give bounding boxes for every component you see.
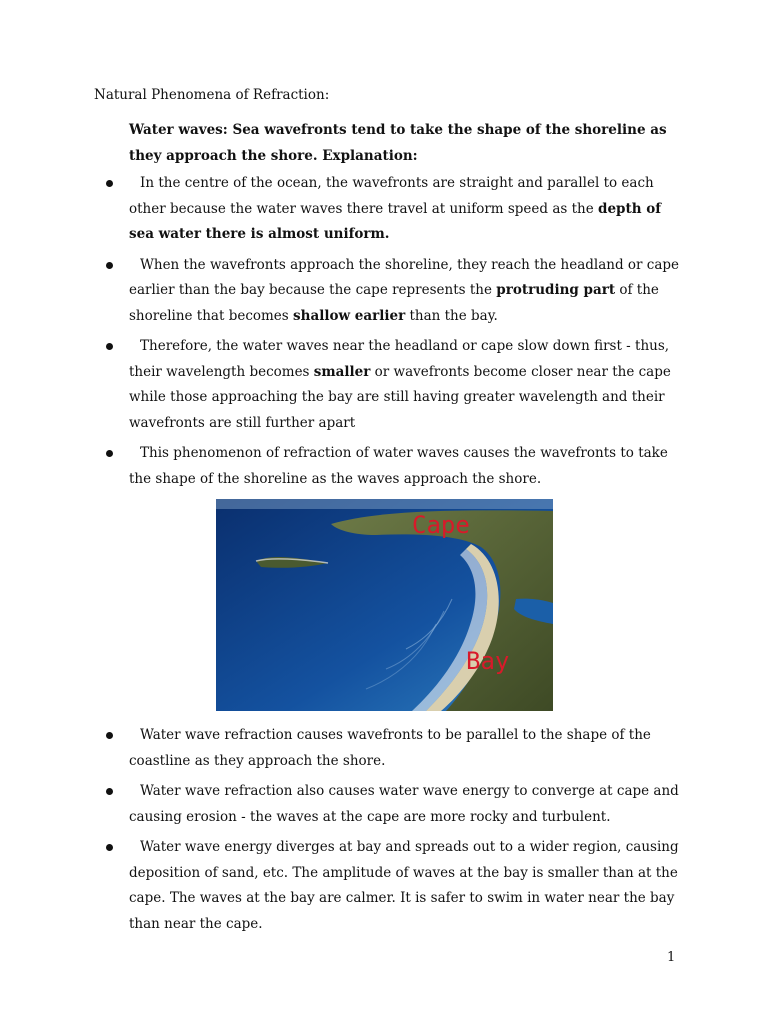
bullet-item (0, 779, 768, 830)
text-segment: Water wave refraction also causes water wave energy to converge at cape and causing erosion - the waves at the cape are more rocky and turbulent. (129, 783, 679, 825)
page-number: 1 (667, 950, 676, 965)
text-segment: This phenomenon of refraction of water waves causes the wavefronts to take the shape of the shoreline as the waves approach the shore. (129, 445, 668, 487)
bullet-marker (106, 180, 113, 187)
bold-text: shallow earlier (293, 307, 406, 324)
text-segment: Therefore, the water waves near the headland or cape slow down first - thus, their wavelength becomes (129, 338, 670, 380)
section-heading: Natural Phenomena of Refraction: (94, 87, 330, 103)
aerial-coast-image (216, 499, 553, 711)
text-segment: In the centre of the ocean, the wavefronts are straight and parallel to each other because the water waves there travel at uniform speed as the (129, 175, 654, 217)
bullet-item (0, 171, 768, 248)
bullet-item (0, 253, 768, 330)
bullet-list-bottom (0, 723, 768, 942)
bullet-marker (106, 732, 113, 739)
bullet-item (0, 334, 768, 436)
intro-paragraph: Water waves: Sea wavefronts tend to take the shape of the shoreline as they approach the shore. Explanation: (129, 122, 667, 164)
bullet-marker (106, 844, 113, 851)
bullet-marker (106, 262, 113, 269)
bullet-marker (106, 788, 113, 795)
text-segment: Water wave energy diverges at bay and spreads out to a wider region, causing deposition of sand, etc. The amplitude of waves at the bay is smaller than at the cape. The waves at the bay are calmer. It is safer to swim in water near the bay than near the cape. (129, 839, 679, 932)
bold-text: depth of sea water there is almost uniform. (129, 200, 662, 242)
bullet-item (0, 723, 768, 774)
text-segment: than the bay. (405, 307, 498, 324)
cape-label: Cape (412, 511, 470, 539)
bullet-item (0, 835, 768, 937)
text-segment: or wavefronts become closer near the cape while those approaching the bay are still having greater wavelength and their wavefronts are still further apart (129, 363, 671, 431)
bullet-item (0, 441, 768, 492)
coastline-photo (216, 499, 553, 711)
bullet-list-top (0, 171, 768, 497)
text-segment: When the wavefronts approach the shoreline, they reach the headland or cape earlier than the bay because the cape represents the (129, 256, 680, 298)
bullet-marker (106, 343, 113, 350)
text-segment: of the shoreline that becomes (129, 282, 659, 324)
bay-label: Bay (466, 647, 510, 675)
bullet-marker (106, 450, 113, 457)
text-segment: Water wave refraction causes wavefronts to be parallel to the shape of the coastline as they approach the shore. (129, 727, 651, 769)
bold-text: smaller (313, 363, 371, 380)
bold-text: protruding part (496, 282, 616, 298)
